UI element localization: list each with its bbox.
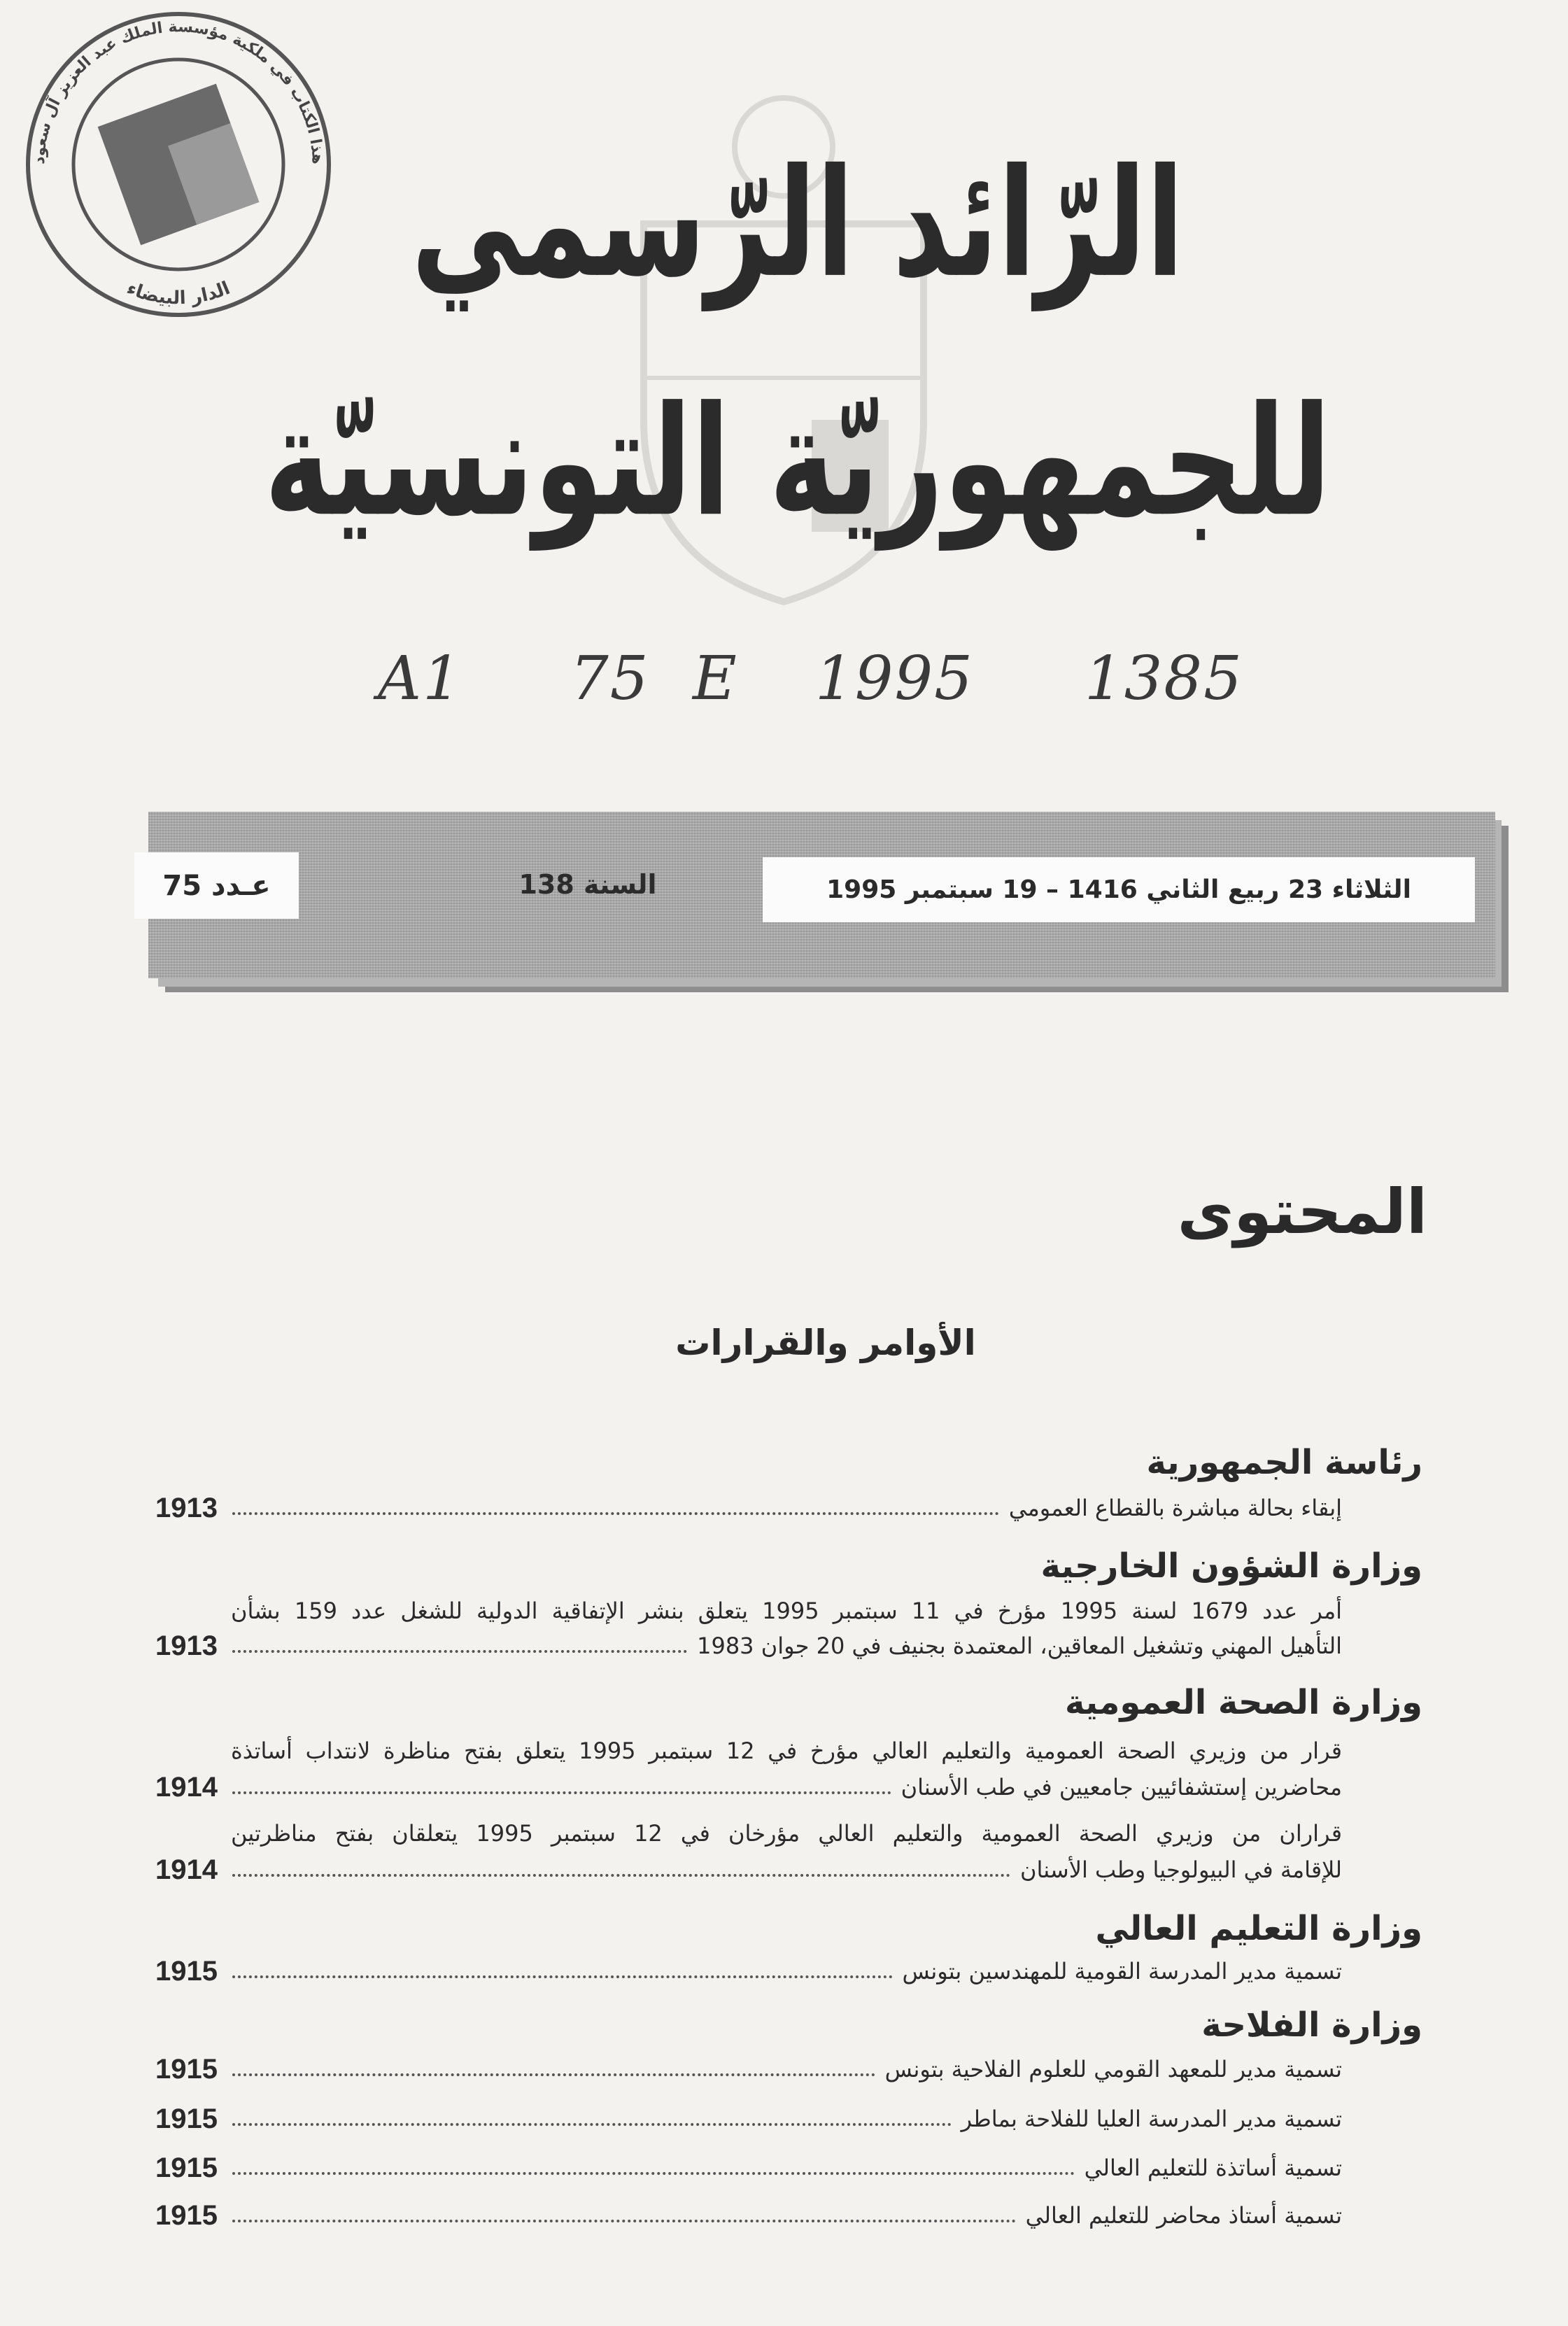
dot-leader bbox=[232, 1791, 891, 1794]
toc-entry[interactable] bbox=[155, 1632, 1342, 1660]
handwritten-note: E bbox=[693, 644, 738, 714]
dot-leader bbox=[232, 1975, 893, 1978]
dot-leader bbox=[232, 1874, 1010, 1877]
page-number: 1914 bbox=[155, 1854, 218, 1885]
toc-entry[interactable] bbox=[155, 1856, 1342, 1884]
section-heading: وزارة التعليم العالي bbox=[1095, 1909, 1422, 1948]
stamp-text: هذا الكتاب في ملكية مؤسسة الملك عبد العزيز آل سعود bbox=[30, 18, 327, 165]
page-number: 1914 bbox=[155, 1772, 218, 1803]
section-heading: وزارة الصحة العمومية bbox=[1064, 1683, 1422, 1722]
handwritten-note: 1385 bbox=[1085, 644, 1243, 714]
toc-entry[interactable] bbox=[155, 2154, 1342, 2182]
entry-title-line: التأهيل المهني وتشغيل المعاقين، المعتمدة بجنيف في 20 جوان 1983 bbox=[697, 1633, 1342, 1659]
page-number: 1915 bbox=[155, 2054, 218, 2085]
toc-entry[interactable] bbox=[155, 2201, 1342, 2229]
dot-leader bbox=[232, 2123, 952, 2126]
handwritten-note: 1995 bbox=[815, 644, 974, 714]
page-number: 1915 bbox=[155, 2152, 218, 2183]
toc-entry[interactable] bbox=[155, 1957, 1342, 1985]
section-heading: وزارة الفلاحة bbox=[1201, 2006, 1422, 2045]
page-number: 1915 bbox=[155, 1956, 218, 1987]
entry-title: تسمية مدير للمعهد القومي للعلوم الفلاحية بتونس bbox=[884, 2056, 1342, 2082]
svg-text:الدار البيضاء bbox=[124, 278, 233, 309]
entry-title: تسمية مدير المدرسة العليا للفلاحة بماطر bbox=[961, 2106, 1342, 2132]
handwritten-note: 75 bbox=[570, 644, 650, 714]
toc-entry[interactable] bbox=[155, 2055, 1342, 2083]
entry-title-line: قراران من وزيري الصحة العمومية والتعليم العالي مؤرخان في 12 سبتمبر 1995 يتعلقان بفتح مناظرتين bbox=[231, 1820, 1343, 1847]
masthead-title: الرّائد الرّسمي bbox=[411, 136, 1185, 311]
entry-title-line: محاضرين إستشفائيين جامعيين في طب الأسنان bbox=[900, 1774, 1342, 1800]
dot-leader bbox=[232, 2172, 1075, 2175]
stamp-city: الدار البيضاء bbox=[123, 277, 234, 309]
handwritten-note: A1 bbox=[378, 644, 462, 714]
page-number: 1915 bbox=[155, 2200, 218, 2231]
entry-title: تسمية أساتذة للتعليم العالي bbox=[1084, 2155, 1342, 2181]
entry-title-line: أمر عدد 1679 لسنة 1995 مؤرخ في 11 سبتمبر 1995 يتعلق بنشر الإتفاقية الدولية للشغل عدد 159 بشأن bbox=[231, 1598, 1343, 1624]
contents-heading: المحتوى bbox=[1177, 1176, 1427, 1248]
issue-number: عـدد 75 bbox=[134, 852, 299, 919]
toc-entry[interactable] bbox=[155, 1494, 1342, 1522]
issue-date: الثلاثاء 23 ربيع الثاني 1416 – 19 سبتمبر 1995 bbox=[763, 857, 1475, 922]
section-heading: وزارة الشؤون الخارجية bbox=[1040, 1546, 1422, 1586]
entry-title-line: للإقامة في البيولوجيا وطب الأسنان bbox=[1020, 1856, 1342, 1883]
section-heading: رئاسة الجمهورية bbox=[1146, 1443, 1422, 1482]
page-number: 1913 bbox=[155, 1630, 218, 1661]
page-number: 1913 bbox=[155, 1493, 218, 1523]
entry-title: تسمية أستاذ محاضر للتعليم العالي bbox=[1025, 2202, 1342, 2229]
toc-entry[interactable] bbox=[155, 1773, 1342, 1801]
entry-title: إبقاء بحالة مباشرة بالقطاع العمومي bbox=[1008, 1495, 1342, 1521]
toc-entry[interactable] bbox=[155, 2105, 1342, 2133]
dot-leader bbox=[232, 2220, 1016, 2222]
library-stamp bbox=[17, 3, 339, 325]
dot-leader bbox=[232, 2073, 875, 2076]
dot-leader bbox=[232, 1512, 999, 1515]
page-number: 1915 bbox=[155, 2103, 218, 2134]
contents-subheading: الأوامر والقرارات bbox=[675, 1323, 976, 1363]
entry-title-line: قرار من وزيري الصحة العمومية والتعليم العالي مؤرخ في 12 سبتمبر 1995 يتعلق بفتح مناظرة لانتداب أساتذة bbox=[231, 1738, 1343, 1764]
dot-leader bbox=[232, 1650, 687, 1653]
publication-year: السنة 138 bbox=[518, 869, 657, 900]
masthead-subtitle: للجمهوريّة التونسيّة bbox=[264, 373, 1332, 550]
entry-title: تسمية مدير المدرسة القومية للمهندسين بتونس bbox=[902, 1958, 1342, 1985]
